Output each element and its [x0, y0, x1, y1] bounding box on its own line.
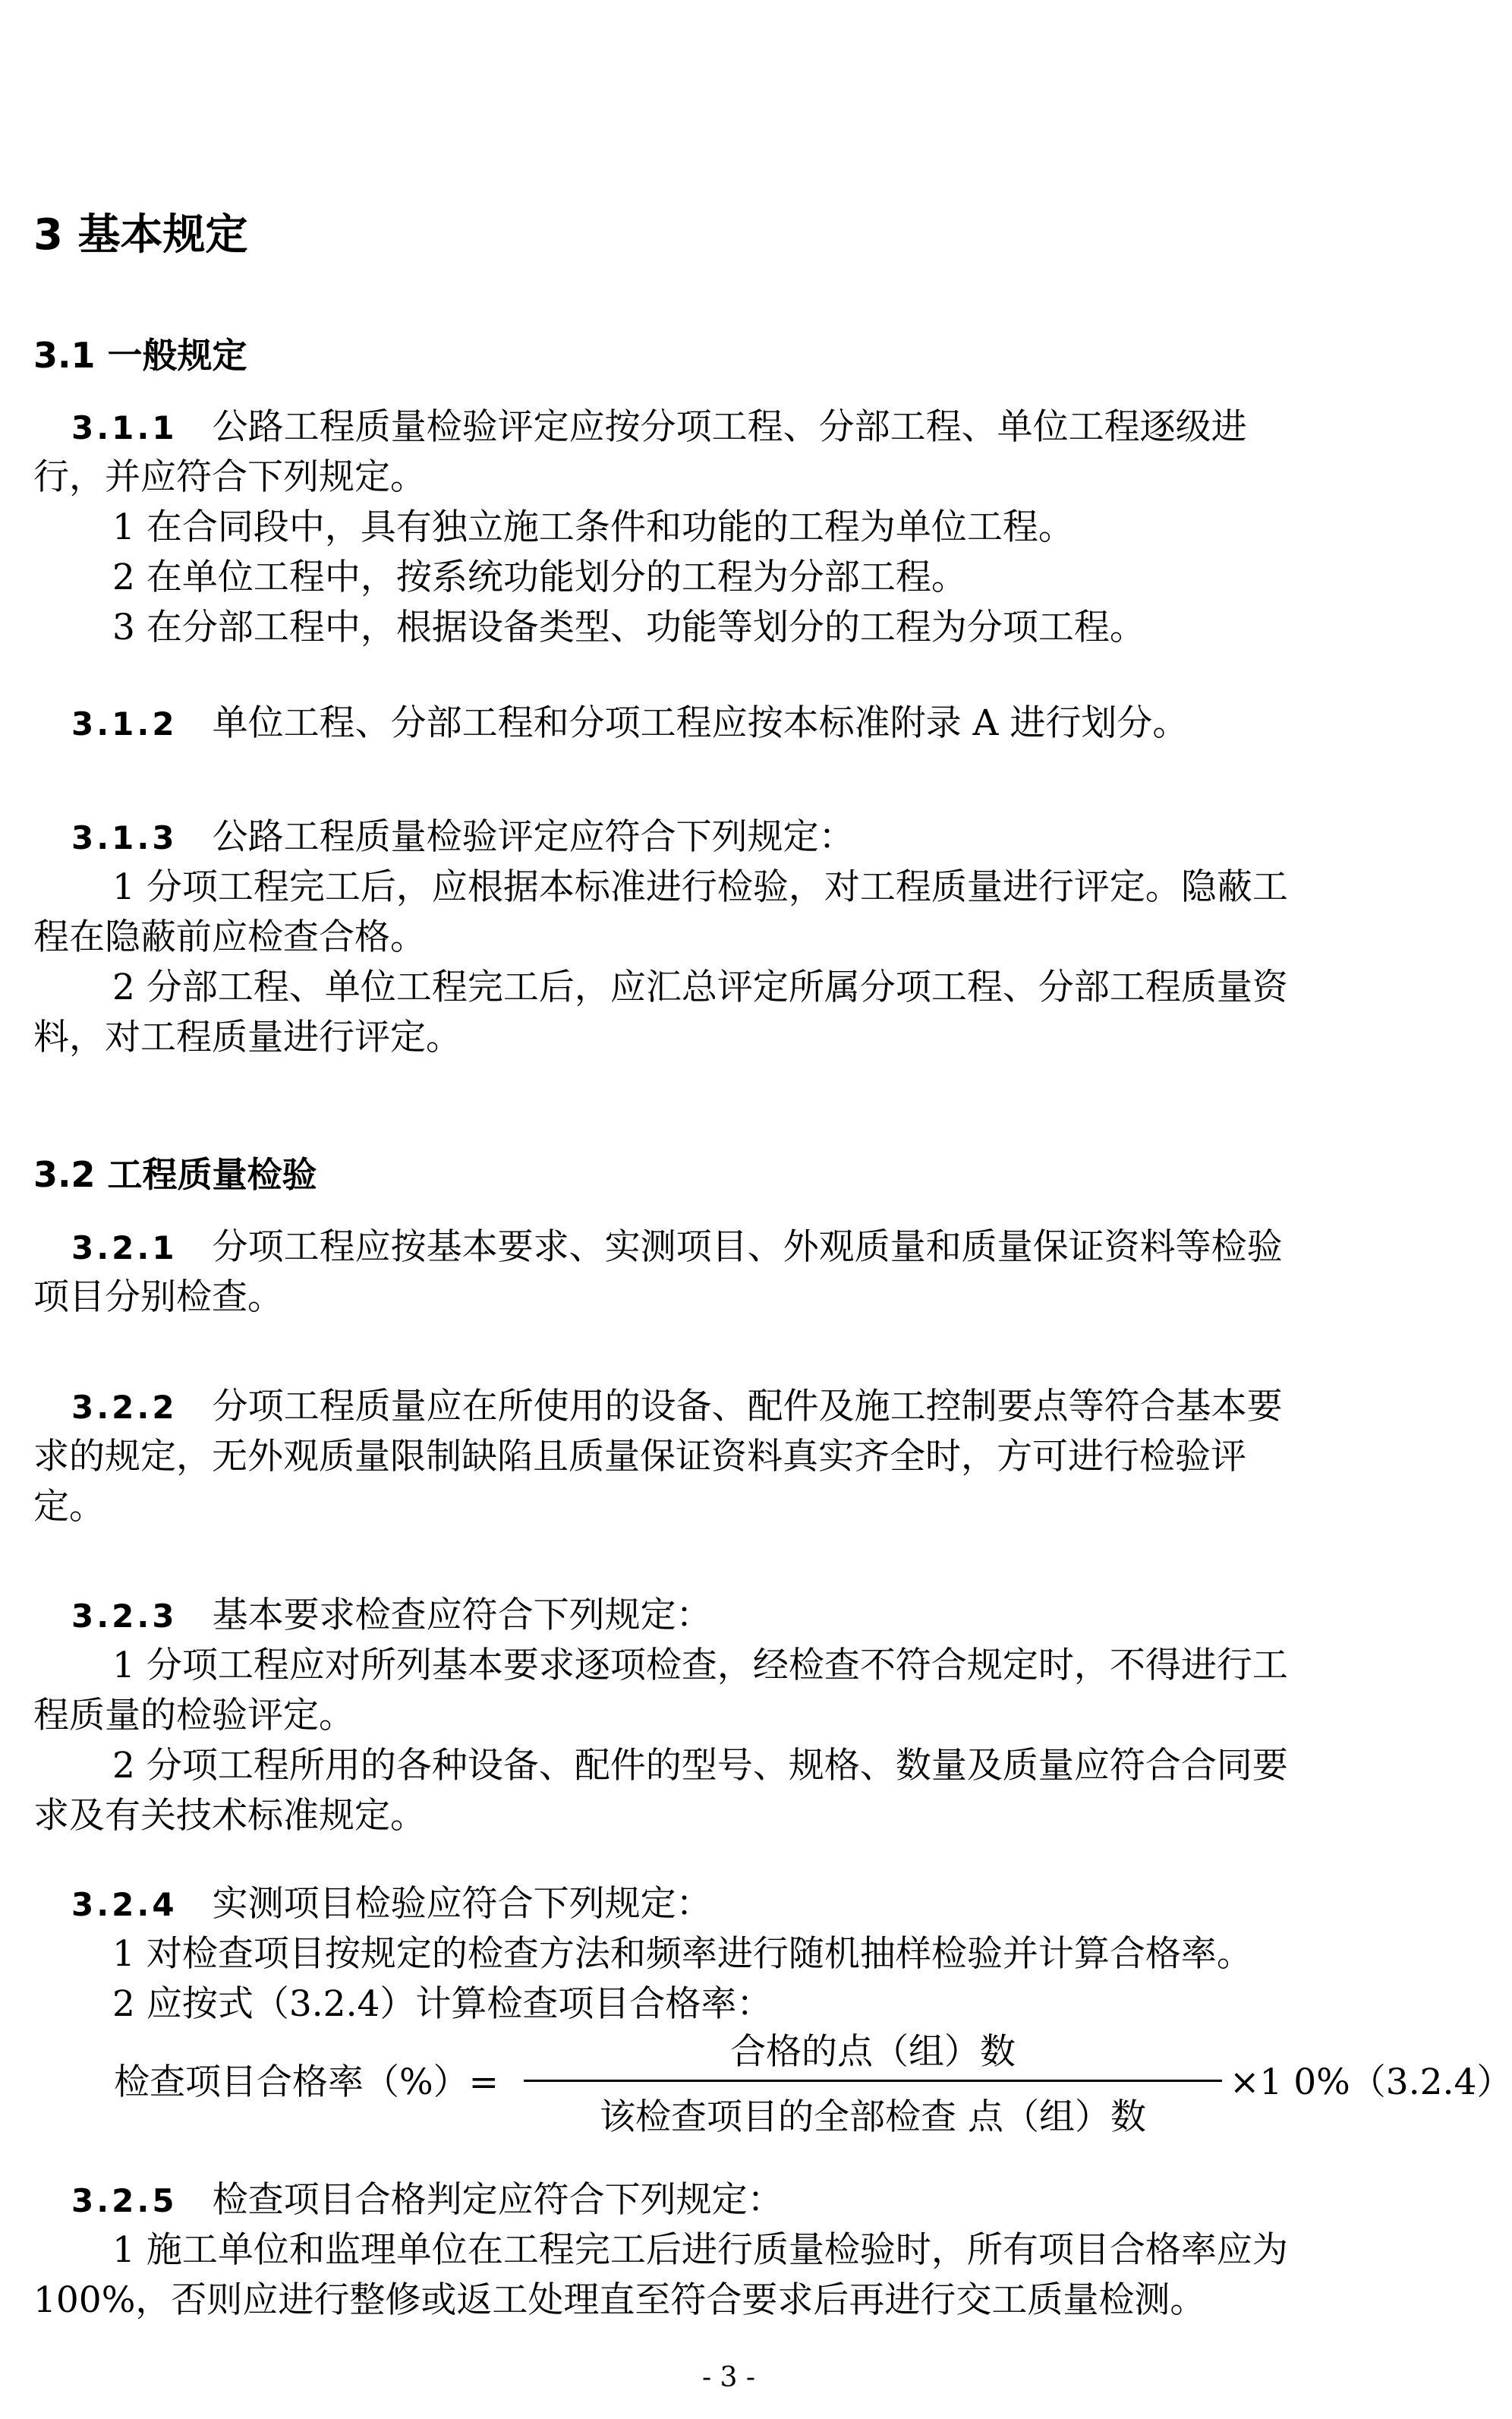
clause-text: 基本要求检查应符合下列规定：	[212, 1594, 712, 1636]
section-3-2-title: 3.2 工程质量检验	[33, 1154, 317, 1195]
clause-text: 分项工程质量应在所使用的设备、配件及施工控制要点等符合基本要	[212, 1386, 1283, 1427]
clause-number: 3.2.5	[71, 2182, 178, 2219]
chapter-title: 3 基本规定	[33, 210, 248, 260]
formula-multiplier-and-number: ×1 0%（3.2.4）	[1230, 2061, 1512, 2103]
clause-3-2-3-item-1b: 程质量的检验评定。	[33, 1695, 354, 1736]
clause-text: 单位工程、分部工程和分项工程应按本标准附录 A 进行划分。	[212, 702, 1189, 744]
clause-3-1-3-line-1	[33, 812, 1392, 863]
clause-text: 分项工程应按基本要求、实测项目、外观质量和质量保证资料等检验	[212, 1226, 1283, 1268]
clause-3-2-3-line-1	[33, 1591, 1392, 1641]
clause-3-2-3-item-2b: 求及有关技术标准规定。	[33, 1795, 426, 1837]
clause-number: 3.1.1	[71, 409, 178, 446]
clause-3-2-2-line-3: 定。	[33, 1486, 105, 1528]
formula-fraction	[524, 2023, 1222, 2137]
clause-3-1-1-line-2: 行，并应符合下列规定。	[33, 456, 426, 498]
formula-3-2-4	[114, 2023, 1512, 2138]
clause-3-2-3-item-1a: 1 分项工程应对所列基本要求逐项检查，经检查不符合规定时，不得进行工	[112, 1645, 1288, 1686]
formula-fraction-bar	[524, 2080, 1222, 2082]
clause-3-1-1-item-1: 1 在合同段中，具有独立施工条件和功能的工程为单位工程。	[112, 506, 1074, 548]
clause-3-1-1	[33, 402, 1392, 653]
clause-3-1-2-line-1	[33, 699, 1392, 749]
clause-3-1-3-item-1a: 1 分项工程完工后，应根据本标准进行检验，对工程质量进行评定。隐蔽工	[112, 866, 1288, 908]
clause-3-1-2	[33, 699, 1392, 749]
clause-3-2-1	[33, 1222, 1392, 1323]
clause-3-2-3	[33, 1591, 1392, 1841]
formula-numerator: 合格的点（组）数	[730, 2031, 1016, 2073]
clause-text: 检查项目合格判定应符合下列规定：	[212, 2179, 783, 2221]
clause-3-2-5-item-1a: 1 施工单位和监理单位在工程完工后进行质量检验时，所有项目合格率应为	[112, 2229, 1288, 2271]
clause-3-2-4-item-2: 2 应按式（3.2.4）计算检查项目合格率：	[112, 1983, 773, 2025]
clause-3-1-3	[33, 812, 1392, 1063]
clause-3-1-3-item-1b: 程在隐蔽前应检查合格。	[33, 916, 426, 958]
clause-3-1-1-item-3: 3 在分部工程中，根据设备类型、功能等划分的工程为分项工程。	[112, 607, 1145, 648]
clause-3-2-2	[33, 1382, 1392, 1532]
clause-3-1-1-item-2: 2 在单位工程中，按系统功能划分的工程为分部工程。	[112, 557, 967, 598]
section-3-1-title: 3.1 一般规定	[33, 335, 247, 376]
clause-3-2-2-line-2: 求的规定，无外观质量限制缺陷且质量保证资料真实齐全时，方可进行检验评	[33, 1436, 1246, 1478]
clause-3-1-3-item-2b: 料，对工程质量进行评定。	[33, 1017, 461, 1058]
clause-number: 3.2.1	[71, 1229, 178, 1266]
clause-number: 3.2.2	[71, 1389, 178, 1426]
clause-3-1-3-item-2a: 2 分部工程、单位工程完工后，应汇总评定所属分项工程、分部工程质量资	[112, 967, 1288, 1008]
clause-3-2-1-line-2: 项目分别检查。	[33, 1276, 283, 1318]
clause-3-2-4	[33, 1879, 1392, 2030]
clause-3-2-2-line-1	[33, 1382, 1392, 1432]
clause-number: 3.2.4	[71, 1886, 178, 1923]
clause-3-2-5-line-1	[33, 2175, 1392, 2225]
clause-number: 3.1.3	[71, 819, 178, 856]
clause-3-1-1-line-1	[33, 402, 1392, 453]
clause-text: 公路工程质量检验评定应符合下列规定：	[212, 816, 855, 858]
clause-3-2-4-line-1	[33, 1879, 1392, 1929]
clause-3-2-5-item-1b: 100%，否则应进行整修或返工处理直至符合要求后再进行交工质量检测。	[33, 2279, 1206, 2321]
formula-denominator: 该检查项目的全部检查 点（组）数	[600, 2096, 1146, 2138]
clause-text: 公路工程质量检验评定应按分项工程、分部工程、单位工程逐级进	[212, 406, 1247, 448]
page-number: - 3 -	[701, 2362, 756, 2393]
clause-3-2-5	[33, 2175, 1392, 2326]
clause-3-2-1-line-1	[33, 1222, 1392, 1273]
clause-text: 实测项目检验应符合下列规定：	[212, 1883, 712, 1925]
clause-number: 3.1.2	[71, 705, 178, 743]
clause-3-2-3-item-2a: 2 分项工程所用的各种设备、配件的型号、规格、数量及质量应符合合同要	[112, 1745, 1288, 1787]
clause-3-2-4-item-1: 1 对检查项目按规定的检查方法和频率进行随机抽样检验并计算合格率。	[112, 1933, 1252, 1975]
formula-label: 检查项目合格率（%）=	[114, 2061, 499, 2103]
clause-number: 3.2.3	[71, 1597, 178, 1635]
